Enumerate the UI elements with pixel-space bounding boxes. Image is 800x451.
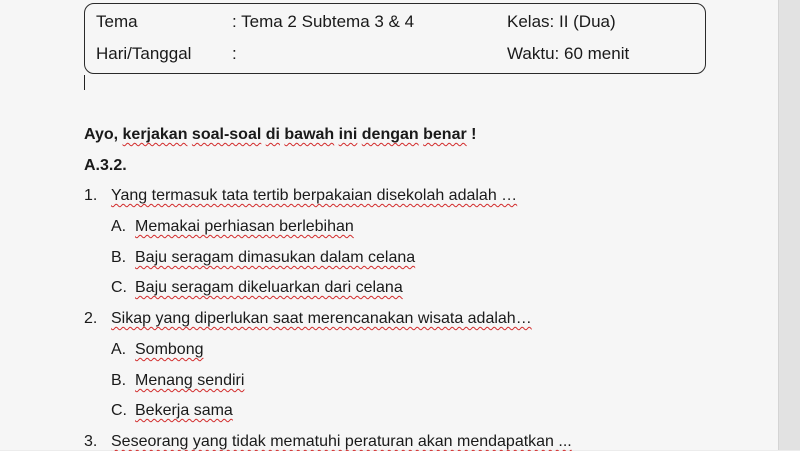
question-3: 3. Seseorang yang tidak mematuhi peraturan akan mendapatkan ... bbox=[84, 433, 572, 450]
waktu-text: Waktu: 60 menit bbox=[507, 44, 630, 63]
hari-tanggal-label: Hari/Tanggal bbox=[96, 44, 192, 63]
hari-tanggal-value: : bbox=[232, 44, 237, 63]
tema-label: Tema bbox=[96, 12, 138, 31]
question-2-option-a: A. Sombong bbox=[111, 341, 204, 358]
text-cursor[interactable] bbox=[84, 75, 85, 90]
page-margin-right bbox=[778, 0, 800, 450]
question-1: 1. Yang termasuk tata tertib berpakaian disekolah adalah … bbox=[84, 187, 518, 204]
question-2-option-c: C. Bekerja sama bbox=[111, 402, 233, 419]
tema-value: : Tema 2 Subtema 3 & 4 bbox=[232, 12, 415, 31]
question-2-option-b: B. Menang sendiri bbox=[111, 372, 245, 389]
question-1-option-a: A. Memakai perhiasan berlebihan bbox=[111, 218, 354, 235]
question-1-option-b: B. Baju seragam dimasukan dalam celana bbox=[111, 249, 416, 266]
question-1-option-c: C. Baju seragam dikeluarkan dari celana bbox=[111, 279, 403, 296]
section-label: A.3.2. bbox=[84, 157, 127, 174]
instruction-heading: Ayo, kerjakan soal-soal di bawah ini dengan benar ! bbox=[84, 126, 477, 143]
question-2: 2. Sikap yang diperlukan saat merencanakan wisata adalah… bbox=[84, 310, 532, 327]
kelas-text: Kelas: II (Dua) bbox=[507, 12, 616, 31]
